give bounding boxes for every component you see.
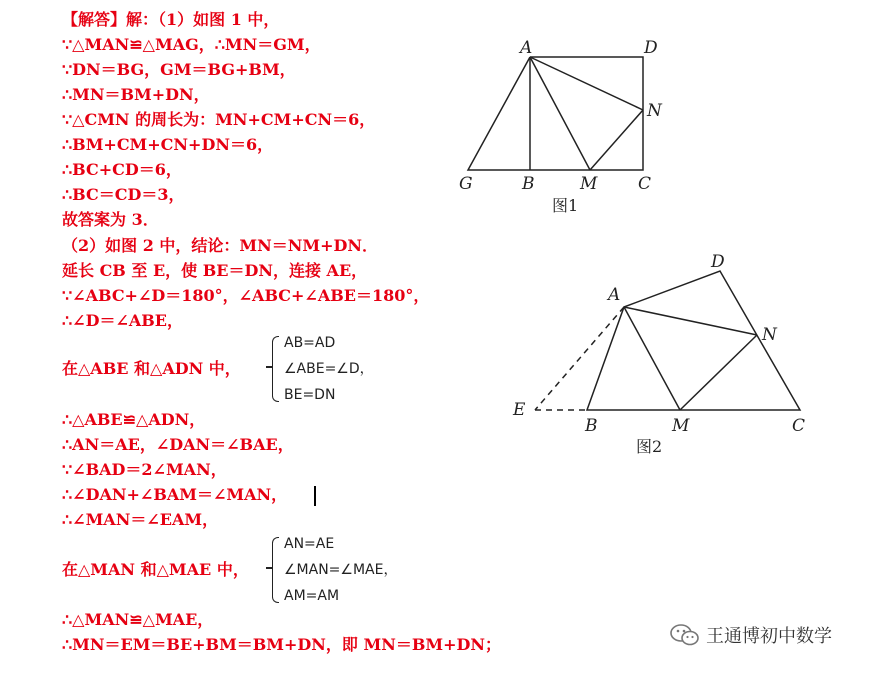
solution-line: 在△MAN 和△MAE 中，: [62, 560, 249, 579]
solution-line: 故答案为 3．: [62, 210, 159, 229]
label-C: C: [638, 174, 652, 194]
segment-AN: [624, 307, 757, 335]
equation-row: AN=AE: [284, 536, 335, 552]
solution-line: ∴BC+CD＝6，: [62, 160, 182, 179]
label-N: N: [762, 325, 777, 345]
figure-2-labels: [512, 252, 805, 436]
segment-AE-dashed: [535, 307, 624, 410]
solution-line: ∵△MAN≌△MAG，∴MN＝GM，: [62, 35, 321, 54]
figure-1-caption: 图1: [552, 196, 579, 215]
equation-row: ∠MAN=∠MAE，: [284, 562, 398, 578]
label-E: E: [513, 400, 526, 420]
solution-line: ∵∠ABC+∠D＝180°，∠ABC+∠ABE＝180°，: [62, 286, 430, 305]
solution-line: 在△ABE 和△ADN 中，: [62, 359, 241, 378]
segment-AM: [530, 57, 590, 170]
figure-2: [535, 271, 800, 410]
solution-line: ∴∠MAN＝∠EAM，: [62, 510, 219, 529]
label-A: A: [520, 38, 533, 58]
label-B: B: [522, 174, 535, 194]
figure-2-caption: 图2: [636, 437, 663, 456]
solution-line: ∵△CMN 的周长为：MN+CM+CN＝6，: [62, 110, 376, 129]
square-outline: [468, 57, 643, 170]
label-D: D: [644, 38, 658, 58]
equation-row: AB=AD: [284, 335, 336, 351]
solution-line: ∴∠DAN+∠BAM＝∠MAN，: [62, 485, 288, 504]
solution-line: 【解答】解：（1）如图 1 中，: [62, 10, 280, 29]
solution-line: ∴BC＝CD＝3，: [62, 185, 185, 204]
watermark: [670, 622, 832, 648]
solution-line: ∵DN＝BG，GM＝BG+BM，: [62, 60, 296, 79]
label-B: B: [585, 416, 598, 436]
label-N: N: [647, 101, 662, 121]
solution-line: ∵∠BAD＝2∠MAN，: [62, 460, 227, 479]
segment-MN: [680, 335, 757, 410]
watermark-text: 王通博初中数学: [706, 626, 832, 647]
equation-row: ∠ABE=∠D，: [284, 361, 374, 377]
equation-row: AM=AM: [284, 588, 340, 604]
solution-line: ∴△ABE≌△ADN，: [62, 410, 206, 429]
wechat-icon: [670, 623, 700, 647]
solution-line: ∴∠D＝∠ABE，: [62, 311, 184, 330]
label-G: G: [459, 174, 473, 194]
segment-AN: [530, 57, 643, 110]
solution-line: （2）如图 2 中，结论：MN＝NM+DN．: [62, 236, 378, 255]
segment-AM: [624, 307, 680, 410]
segment-MN: [590, 110, 643, 170]
label-A: A: [608, 285, 621, 305]
equation-row: BE=DN: [284, 387, 336, 403]
solution-line: ∴△MAN≌△MAE，: [62, 610, 214, 629]
label-C: C: [792, 416, 806, 436]
label-D: D: [711, 252, 725, 272]
solution-line: ∴AN＝AE，∠DAN＝∠BAE，: [62, 435, 294, 454]
solution-line: ∴MN＝EM＝BE+BM＝BM+DN，即 MN＝BM+DN；: [62, 635, 501, 654]
label-M: M: [580, 174, 598, 194]
solution-line: ∴MN＝BM+DN，: [62, 85, 210, 104]
solution-line: ∴BM+CM+CN+DN＝6，: [62, 135, 274, 154]
label-M: M: [672, 416, 690, 436]
figure-1: [468, 57, 643, 170]
solution-line: 延长 CB 至 E，使 BE＝DN，连接 AE，: [62, 261, 368, 280]
